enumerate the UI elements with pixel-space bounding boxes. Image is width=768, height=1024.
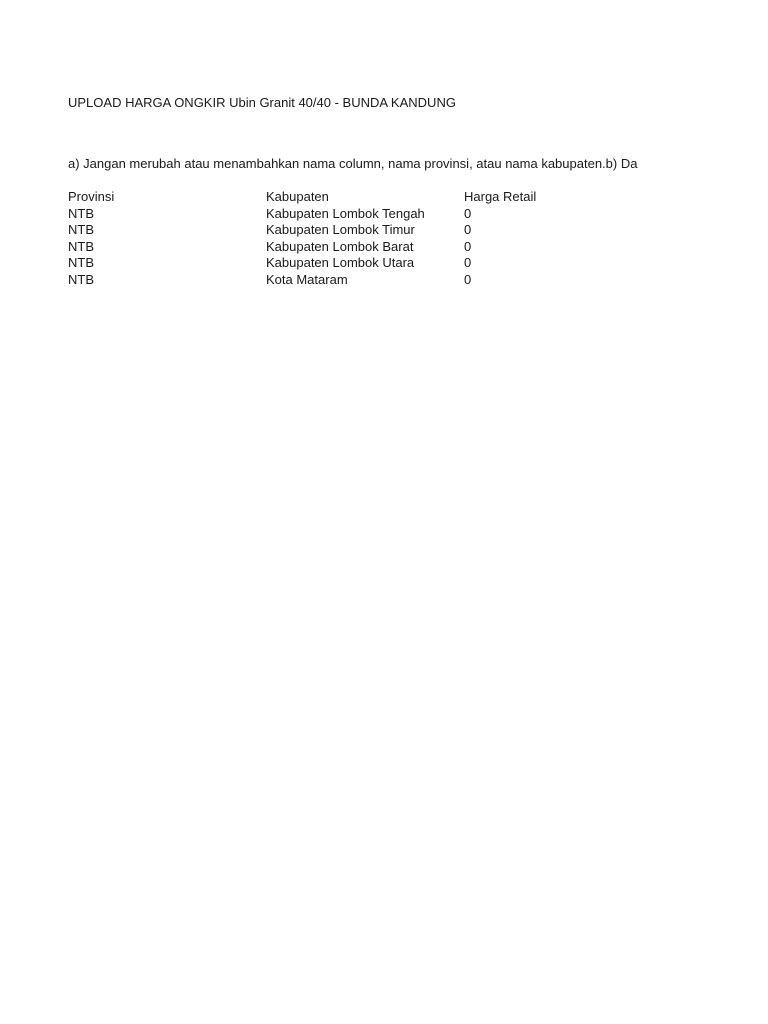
table-row — [68, 206, 662, 223]
header-harga-retail: Harga Retail — [464, 189, 537, 204]
header-provinsi: Provinsi — [68, 189, 115, 204]
table-row — [68, 272, 662, 289]
shipping-price-table — [68, 189, 662, 289]
cell-kabupaten: Kabupaten Lombok Utara — [266, 255, 415, 271]
cell-kabupaten: Kabupaten Lombok Barat — [266, 238, 414, 254]
cell-provinsi: NTB — [68, 238, 94, 254]
cell-harga-retail: 0 — [464, 222, 472, 238]
cell-kabupaten: Kabupaten Lombok Timur — [266, 222, 415, 238]
table-row — [68, 239, 662, 256]
cell-provinsi: NTB — [68, 205, 94, 221]
cell-provinsi: NTB — [68, 222, 94, 238]
cell-harga-retail: 0 — [464, 271, 472, 287]
document-title: UPLOAD HARGA ONGKIR Ubin Granit 40/40 - BUNDA KANDUNG — [68, 95, 456, 110]
table-row — [68, 255, 662, 272]
cell-kabupaten: Kota Mataram — [266, 271, 348, 287]
cell-harga-retail: 0 — [464, 205, 472, 221]
cell-provinsi: NTB — [68, 271, 94, 287]
cell-harga-retail: 0 — [464, 238, 472, 254]
instruction-note: a) Jangan merubah atau menambahkan nama column, nama provinsi, atau nama kabupaten.b) Da — [68, 156, 638, 171]
cell-kabupaten: Kabupaten Lombok Tengah — [266, 205, 425, 221]
cell-harga-retail: 0 — [464, 255, 472, 271]
table-header-row — [68, 189, 662, 206]
cell-provinsi: NTB — [68, 255, 94, 271]
header-kabupaten: Kabupaten — [266, 189, 329, 204]
table-row — [68, 222, 662, 239]
